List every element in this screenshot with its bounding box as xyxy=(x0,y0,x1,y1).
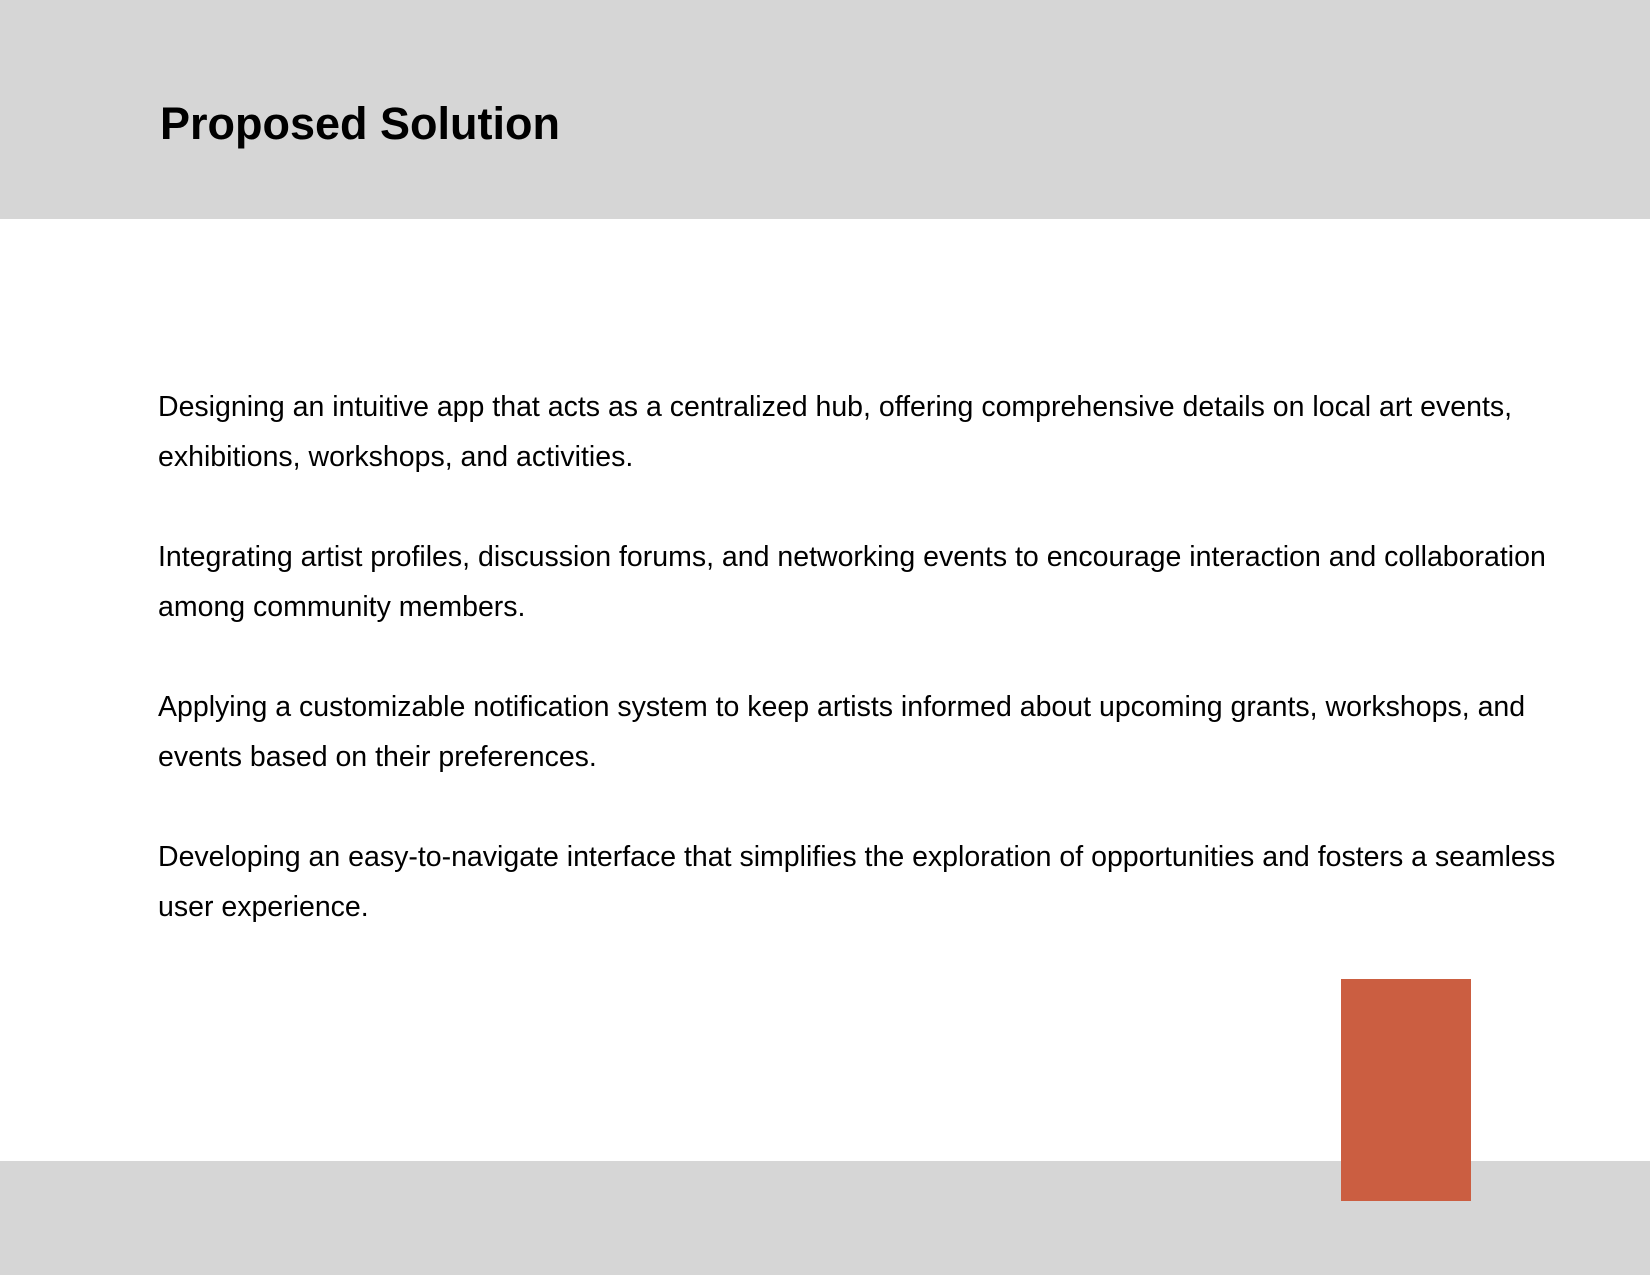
paragraph-3: Applying a customizable notification system to keep artists informed about upcoming grants, workshops, and events based on their preferences. xyxy=(158,691,1526,773)
paragraph-4: Developing an easy-to-navigate interface that simplifies the exploration of opportunities and fosters a seamless user experience. xyxy=(158,841,1556,923)
accent-block xyxy=(1341,979,1471,1201)
slide-title: Proposed Solution xyxy=(160,98,560,149)
paragraph-1: Designing an intuitive app that acts as a centralized hub, offering comprehensive details on local art events, exhibitions, workshops, and activities. xyxy=(158,391,1513,473)
body-text xyxy=(158,382,1558,982)
paragraph-2: Integrating artist profiles, discussion forums, and networking events to encourage interaction and collaboration among community members. xyxy=(158,541,1546,623)
